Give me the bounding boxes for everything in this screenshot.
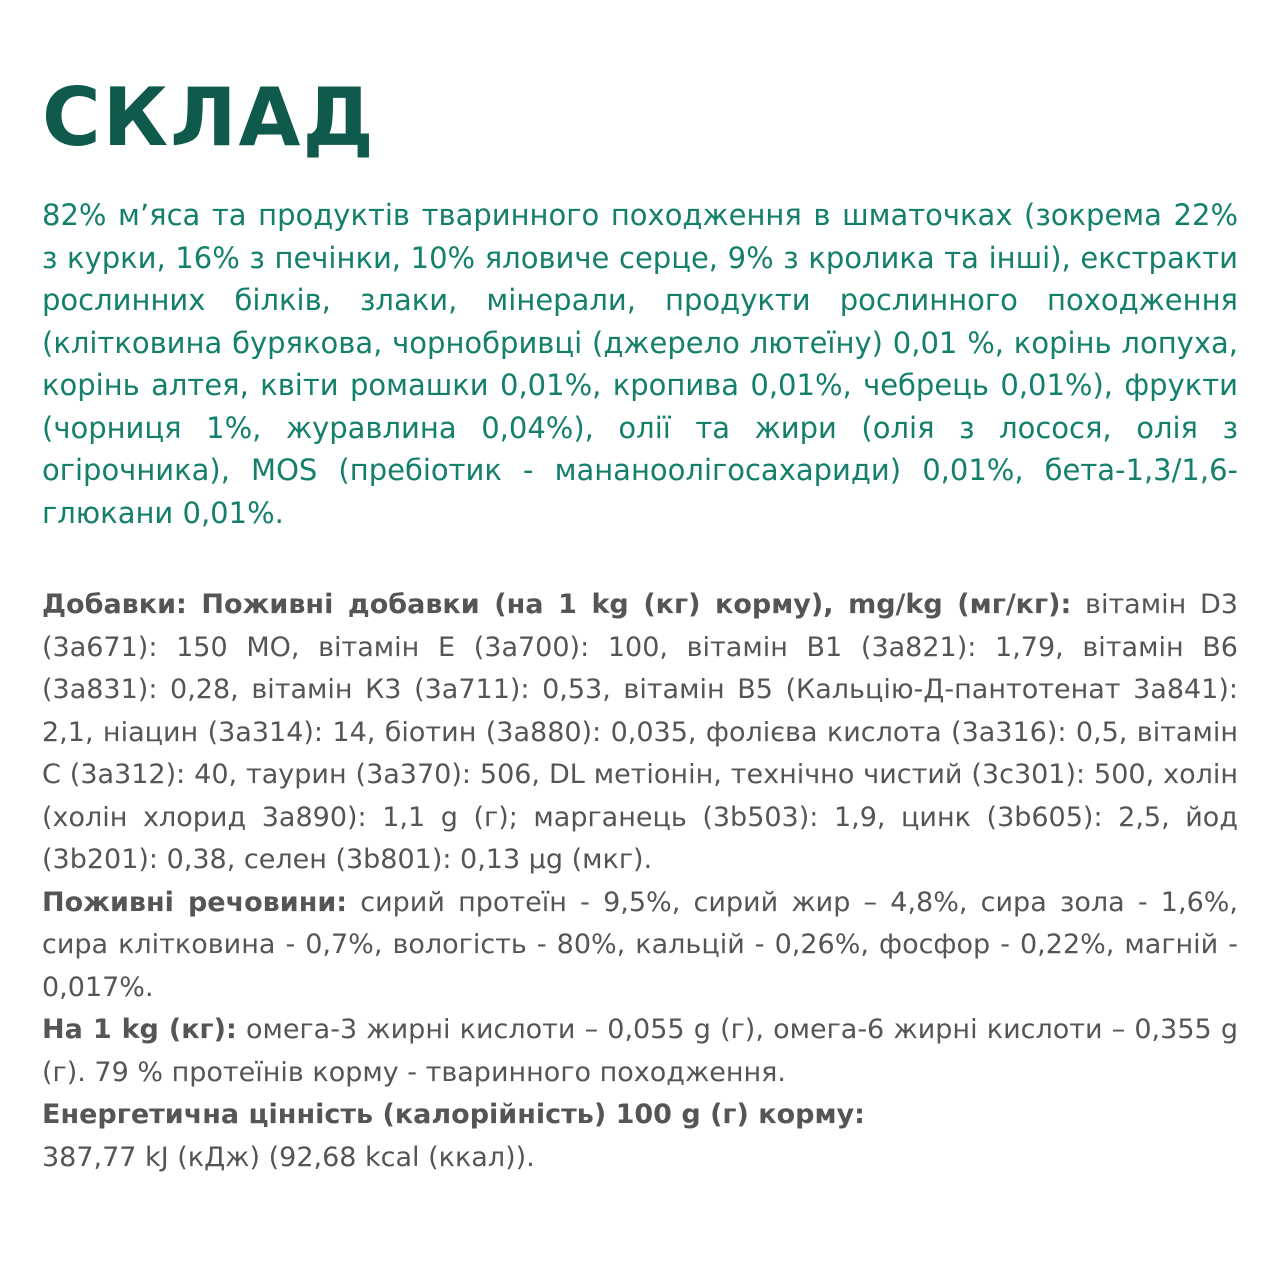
composition-text: 82% м’яса та продуктів тваринного походження в шматочках (зокрема 22% з курки, 16% з печінки, 10% яловиче серце, 9% з кролика та інші), екстракти рослинних білків, злаки, мінерали, продукти рослинного походження (клітковина бурякова, чорнобривці (джерело лютеїну) 0,01 %, корінь лопуха, корінь алтея, квіти ромашки 0,01%, кропива 0,01%, чебрець 0,01%), фрукти (чорниця 1%, журавлина 0,04%), олії та жири (олія з лосося, олія з огірочника), MOS (пребіотик - мананоолігосахариди) 0,01%, бета-1,3/1,6-глюкани 0,01%. xyxy=(42,198,1238,530)
nutrients-text: сирий протеїн - 9,5%, сирий жир – 4,8%, сира зола - 1,6%, сира клітковина - 0,7%, вологість - 80%, кальцій - 0,26%, фосфор - 0,22%, магній - 0,017%. xyxy=(42,886,1238,1003)
nutrients-label: Поживні речовини: xyxy=(42,886,348,918)
per-kg-label: На 1 kg (кг): xyxy=(42,1014,237,1045)
per-kg-text: омега-3 жирні кислоти – 0,055 g (г), омега-6 жирні кислоти – 0,355 g (г). 79 % протеїнів корму - тваринного походження. xyxy=(42,1014,1238,1088)
additives-text: вітамін D3 (3a671): 150 МО, вітамін Е (3a700): 100, вітамін В1 (3a821): 1,79, вітамін В6 (3a831): 0,28, вітамін К3 (3a711): 0,53, вітамін В5 (Кальцію-Д-пантотенат 3a841): 2,1, ніацин (3a314): 14, біотин (3a880): 0,035, фолієва кислота (3a316): 0,5, вітамін С (3a312): 40, таурин (3a370): 506, DL метіонін, технічно чистий (3c301): 500, холін (холін хлорид 3a890): 1,1 g (г); марганець (3b503): 1,9, цинк (3b605): 2,5, йод (3b201): 0,38, селен (3b801): 0,13 µg (мкг). xyxy=(42,589,1238,875)
nutrients-paragraph xyxy=(42,882,1238,1010)
details-section xyxy=(42,584,1238,1179)
energy-label: Енергетична цінність (калорійність) 100 g (г) корму: xyxy=(42,1099,865,1130)
additives-paragraph xyxy=(42,584,1238,882)
energy-text: 387,77 kJ (кДж) (92,68 kcal (ккал)). xyxy=(42,1141,535,1173)
per-kg-paragraph xyxy=(42,1009,1238,1094)
page-title: СКЛАД xyxy=(42,71,376,164)
additives-label: Добавки: Поживні добавки (на 1 kg (кг) корму), mg/kg (мг/кг): xyxy=(42,589,1072,620)
composition-page xyxy=(42,71,1238,1179)
energy-paragraph xyxy=(42,1094,1238,1179)
